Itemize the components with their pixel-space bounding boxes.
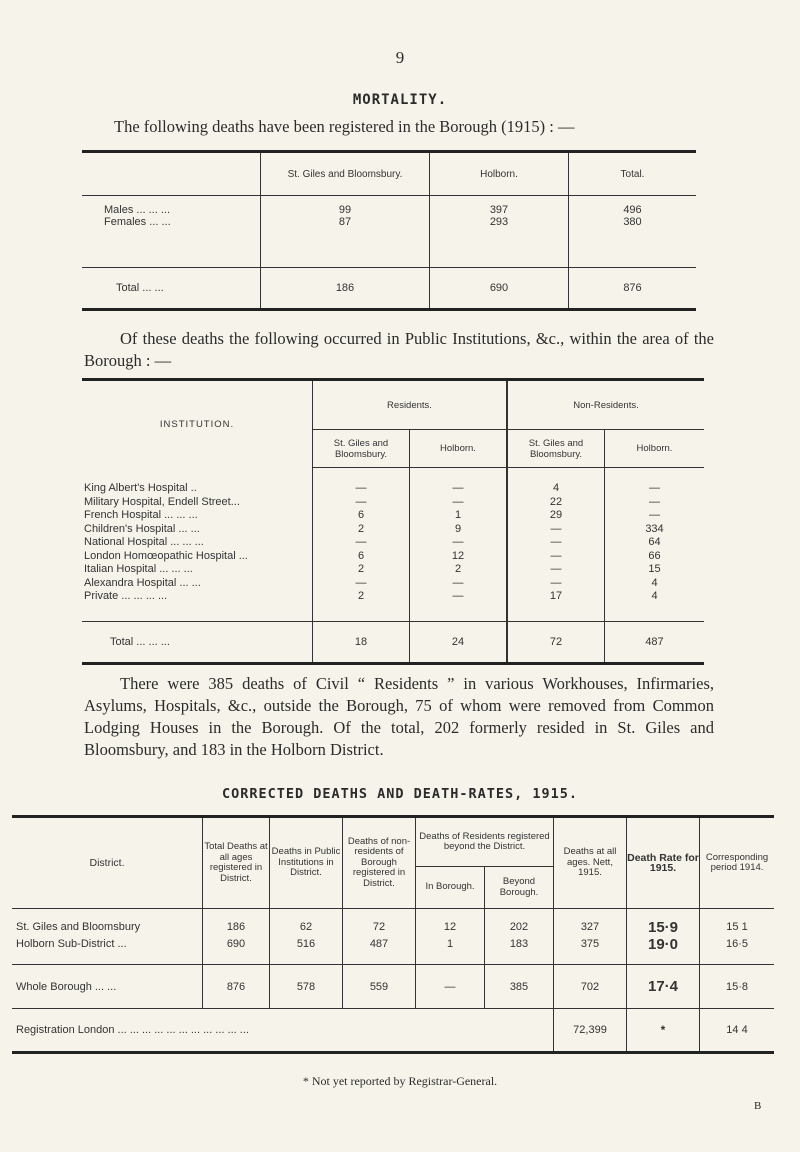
cell: 1 (416, 936, 485, 953)
header-district: District. (12, 817, 203, 909)
institutions-table (82, 378, 704, 665)
cell: 99 (261, 204, 430, 216)
cell: 516 (270, 936, 343, 953)
cell: 690 (430, 268, 569, 310)
table-row (82, 495, 704, 509)
row-label: St. Giles and Bloomsbury (16, 921, 141, 933)
cell: 9 (410, 522, 508, 536)
cell: 496 (569, 204, 697, 216)
cell: 16·5 (700, 936, 775, 953)
row-label: Military Hospital, Endell Street... (84, 495, 240, 508)
cell: 186 (203, 919, 270, 936)
row-label: Private ... ... ... ... (84, 590, 168, 603)
cell: — (410, 536, 508, 550)
cell: — (410, 576, 508, 590)
table-row (82, 509, 704, 523)
cell: 12 (416, 919, 485, 936)
cell: 487 (343, 936, 416, 953)
institutions-intro: Of these deaths the following occurred in Public Institutions, &c., within the area of the Borough : — (84, 329, 714, 370)
cell: 397 (430, 204, 569, 216)
cell: 64 (605, 536, 705, 550)
cell: 17 (507, 590, 605, 604)
cell: 15 (605, 563, 705, 577)
cell: — (605, 482, 705, 496)
cell: — (507, 549, 605, 563)
cell: 14 4 (700, 1009, 775, 1053)
cell: — (605, 495, 705, 509)
header-institution: INSTITUTION. (159, 418, 235, 430)
row-label: Alexandra Hospital ... ... (84, 576, 201, 589)
cell: — (410, 482, 508, 496)
row-label: Females ... ... (104, 215, 171, 228)
cell: — (313, 495, 410, 509)
header-non-residents: Deaths of non-residents of Borough registered in District. (343, 817, 416, 909)
cell: 1 (410, 509, 508, 523)
row-label: Total ... ... (82, 268, 261, 310)
header-blank (82, 152, 261, 196)
row-label: Italian Hospital ... ... ... (84, 563, 193, 576)
header-total: Total. (569, 152, 697, 196)
cell: 87 (261, 216, 430, 228)
cell: — (507, 576, 605, 590)
header-corresponding: Corresponding period 1914. (700, 817, 775, 909)
cell: 62 (270, 919, 343, 936)
cell: 2 (410, 563, 508, 577)
cell: 66 (605, 549, 705, 563)
intro-text: The following deaths have been registered in the Borough (1915) : — (114, 117, 575, 136)
header-death-rate: Death Rate for 1915. (627, 817, 700, 909)
cell: 15·8 (700, 965, 775, 1009)
heading-mortality: MORTALITY. (352, 92, 448, 108)
cell: — (410, 495, 508, 509)
cell: — (507, 522, 605, 536)
cell: 702 (554, 965, 627, 1009)
cell: 334 (605, 522, 705, 536)
table-row (82, 204, 696, 216)
table-row (82, 549, 704, 563)
deaths-table-header (82, 152, 696, 196)
cell: 380 (569, 216, 697, 228)
header-residents: Residents. (313, 380, 508, 430)
cell: 4 (605, 590, 705, 604)
row-label: Registration London ... ... ... ... ... ... ... ... ... ... ... (12, 1009, 554, 1053)
table-row (82, 590, 704, 604)
signature-mark: B (754, 1100, 762, 1112)
civil-residents-text: There were 385 deaths of Civil “ Residents ” in various Workhouses, Infirmaries, Asylums, Hospitals, &c., outside the Borough, 75 of whom were removed from Common Lodging Houses in the Borough. Of the total, 202 formerly resided in St. Giles and Bloomsbury, and 183 in the Holborn District. (84, 674, 714, 759)
header-beyond-borough: Beyond Borough. (485, 867, 554, 909)
row-label: King Albert's Hospital .. (84, 482, 197, 495)
row-label: Holborn Sub-District ... (16, 938, 127, 950)
cell: 6 (313, 549, 410, 563)
cell: 2 (313, 522, 410, 536)
row-label: Total ... ... ... (82, 621, 313, 663)
header-residents-beyond: Deaths of Residents registered beyond the District. (416, 817, 554, 867)
cell: — (313, 576, 410, 590)
cell: 375 (554, 936, 627, 953)
page-number: 9 (395, 48, 405, 67)
cell: 15 1 (700, 919, 775, 936)
cell: 24 (410, 621, 508, 663)
cell: — (313, 536, 410, 550)
cell: 487 (605, 621, 705, 663)
cell: — (507, 536, 605, 550)
cell: 12 (410, 549, 508, 563)
cell: 4 (605, 576, 705, 590)
cell: 385 (485, 965, 554, 1009)
heading-corrected: CORRECTED DEATHS AND DEATH-RATES, 1915. (222, 786, 578, 802)
header-stgiles: St. Giles and Bloomsbury. (261, 152, 430, 196)
cell: 19·0 (627, 936, 700, 953)
table-row (82, 216, 696, 228)
table-row (82, 522, 704, 536)
row-label: London Homœopathic Hospital ... (84, 549, 248, 562)
cell: 183 (485, 936, 554, 953)
deaths-table (82, 150, 696, 311)
header-non-residents: Non-Residents. (507, 380, 704, 430)
cell: 690 (203, 936, 270, 953)
row-label: Males ... ... ... (104, 203, 171, 216)
cell: 72 (343, 919, 416, 936)
cell: — (410, 590, 508, 604)
footnote: * Not yet reported by Registrar-General. (302, 1074, 498, 1088)
row-label: Whole Borough ... ... (12, 965, 203, 1009)
row-label: French Hospital ... ... ... (84, 509, 198, 522)
cell: 18 (313, 621, 410, 663)
table-row (82, 576, 704, 590)
cell: — (507, 563, 605, 577)
cell: 186 (261, 268, 430, 310)
cell: 72 (507, 621, 605, 663)
cell: 327 (554, 919, 627, 936)
table-row (12, 919, 774, 936)
row-label: National Hospital ... ... ... (84, 536, 204, 549)
cell: — (313, 482, 410, 496)
total-row (82, 621, 704, 663)
table-row (82, 563, 704, 577)
cell: 29 (507, 509, 605, 523)
table-row (82, 482, 704, 496)
sub-stgiles: St. Giles and Bloomsbury. (507, 430, 605, 468)
cell: 2 (313, 563, 410, 577)
cell: 6 (313, 509, 410, 523)
institutions-header (82, 380, 704, 430)
header-total-deaths: Total Deaths at all ages registered in District. (203, 817, 270, 909)
cell: 202 (485, 919, 554, 936)
table-row (82, 536, 704, 550)
row-label: Children's Hospital ... ... (84, 522, 200, 535)
sub-holborn: Holborn. (410, 430, 508, 468)
cell: 876 (569, 268, 697, 310)
cell: 876 (203, 965, 270, 1009)
header-in-borough: In Borough. (416, 867, 485, 909)
cell: 559 (343, 965, 416, 1009)
cell: — (605, 509, 705, 523)
cell: 15·9 (627, 919, 700, 936)
cell: 17·4 (627, 965, 700, 1009)
header-nett: Deaths at all ages. Nett, 1915. (554, 817, 627, 909)
sub-stgiles: St. Giles and Bloomsbury. (313, 430, 410, 468)
table-row (12, 936, 774, 953)
header-public-institutions: Deaths in Public Institutions in District. (270, 817, 343, 909)
cell: 72,399 (554, 1009, 627, 1053)
death-rates-header (12, 817, 774, 867)
total-row (82, 268, 696, 310)
sub-holborn: Holborn. (605, 430, 705, 468)
cell: 22 (507, 495, 605, 509)
cell: * (627, 1009, 700, 1053)
whole-borough-row (12, 965, 774, 1009)
cell: 578 (270, 965, 343, 1009)
death-rates-table (12, 815, 774, 1054)
cell: 2 (313, 590, 410, 604)
registration-london-row (12, 1009, 774, 1053)
cell: — (416, 965, 485, 1009)
cell: 4 (507, 482, 605, 496)
cell: 293 (430, 216, 569, 228)
header-holborn: Holborn. (430, 152, 569, 196)
